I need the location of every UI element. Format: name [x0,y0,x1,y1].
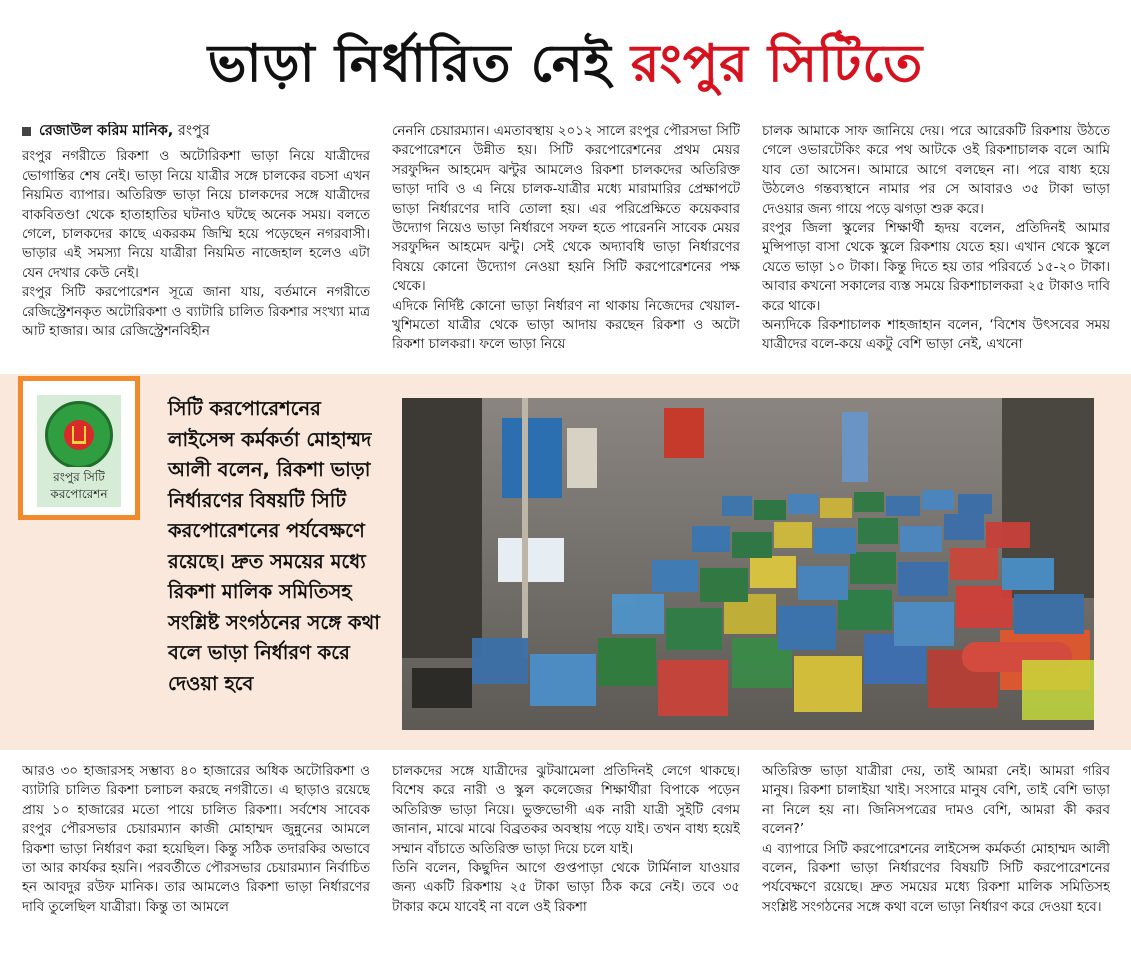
logo-label: রংপুর সিটি করপোরেশন [37,467,121,507]
bullet-square-icon [22,127,31,136]
seal-core [64,420,94,450]
byline-place: রংপুর [173,123,210,139]
traffic-photo [402,398,1094,730]
headline-main: ভাড়া নির্ধারিত নেই [207,34,631,94]
headline-highlight: রংপুর সিটিতে [630,34,924,94]
headline [0,28,1131,100]
byline [22,122,370,141]
column-3-text: চালক আমাকে সাফ জানিয়ে দেয়। পরে আরেকটি রিকশায় উঠতে গেলে ওভারটেকিং করে পথ আটকে ওই রিকশাচালক বলে আমি যাব তো আসেন। আমারে আগে বলছেন না। পরে বাধ্য হয়ে উঠলেও গন্তব্যস্থানে নামার পর সে আবারও ৩৫ টাকা ভাড়া দেওয়ার জন্য গায়ে পড়ে ঝগড়া শুরু করে। রংপুর জিলা স্কুলের শিক্ষার্থী হৃদয় বলেন, প্রতিদিনই আমার মুন্সিপাড়া বাসা থেকে স্কুলে রিকশায় যেতে হয়। এখান থেকে স্কুলে যেতে ভাড়া ১০ টাকা। কিন্তু দিতে হয় তার পরিবর্তে ১৫-২০ টাকা। আবার কখনো সকালের ব্যস্ত সময়ে রিকশাচালকরা ২৫ টাকাও দাবি করে থাকে। অন্যদিকে রিকশাচালক শাহজাহান বলেন, ‘বিশেষ উৎসবের সময় যাত্রীদের বলে-কয়ে একটু বেশি ভাড়া নেই, এখনো [762,124,1110,353]
article-column-5 [392,762,740,948]
byline-author: রেজাউল করিম মানিক, [39,123,174,139]
column-6-text: অতিরিক্ত ভাড়া যাত্রীরা দেয়, তাই আমরা নেই। আমরা গরিব মানুষ। রিকশা চালাইয়া খাই। সংসারে মানুষ বেশি, তাই বেশি ভাড়া না নিলে হয় না। জিনিসপত্রের দামও বেশি, আমরা কী করব বলেন?’ এ ব্যাপারে সিটি করপোরেশনের লাইসেন্স কর্মকর্তা মোহাম্মদ আলী বলেন, রিকশা ভাড়া নির্ধারণের বিষয়টি সিটি করপোরেশনের পর্যবেক্ষণে রয়েছে। দ্রুত সময়ের মধ্যে রিকশা মালিক সমিতিসহ সংশ্লিষ্ট সংগঠনের সঙ্গে কথা বলে ভাড়া নির্ধারণ করে দেওয়া হবে। [762,764,1110,915]
seal-icon [45,401,113,469]
column-5-text: চালকদের সঙ্গে যাত্রীদের ঝুটঝামেলা প্রতিদিনই লেগে থাকছে। বিশেষ করে নারী ও স্কুল কলেজের শিক্ষার্থীরা বিপাকে পড়েন অতিরিক্ত ভাড়া নিয়ে। ভুক্তভোগী এক নারী যাত্রী সুইটি বেগম জানান, মাঝে মাঝে বিব্রতকর অবস্থায় পড়ে যাই। তখন বাধ্য হয়েই সম্মান বাঁচাতে অতিরিক্ত ভাড়া দিয়ে চলে যাই। তিনি বলেন, কিছুদিন আগে গুপ্তপাড়া থেকে টার্মিনাল যাওয়ার জন্য একটি রিকশায় ২৫ টাকা ভাড়া ঠিক করে নেই। তবে ৩৫ টাকার কমে যাবেই না বলে ওই রিকশা [392,764,740,915]
column-2-text: নেননি চেয়ারম্যান। এমতাবস্থায় ২০১২ সালে রংপুর পৌরসভা সিটি করপোরেশনে উন্নীত হয়। সিটি করপোরেশনের প্রথম মেয়র সরফুদ্দিন আহমেদ ঝন্টুর আমলেও রিকশা চালকদের অতিরিক্ত ভাড়া দাবি ও এ নিয়ে চালক-যাত্রীর মধ্যে মারামারির প্রেক্ষাপটে ভাড়া নির্ধারণের দাবি তোলা হয়। এর পরিপ্রেক্ষিতে কয়েকবার উদ্যোগ নিয়েও ভাড়া নির্ধারণে সফল হতে পারেননি সাবেক মেয়র সরফুদ্দিন আহমেদ ঝন্টু। সেই থেকে অদ্যাবধি ভাড়া নির্ধারণের বিষয়ে কোনো উদ্যোগ নেওয়া হয়নি সিটি করপোরেশনের পক্ষ থেকে। এদিকে নির্দিষ্ট কোনো ভাড়া নির্ধারণ না থাকায় নিজেদের খেয়াল-খুশিমতো যাত্রীর থেকে ভাড়া আদায় করছেন রিকশা ও অটো রিকশা চালকরা। ফলে ভাড়া নিয়ে [392,124,740,353]
column-1-text: রংপুর নগরীতে রিকশা ও অটোরিকশা ভাড়া নিয়ে যাত্রীদের ভোগান্তির শেষ নেই। ভাড়া নিয়ে যাত্রীর সঙ্গে চালকের বচসা এখন নিয়মিত ব্যাপার। অতিরিক্ত ভাড়া নিয়ে চালকদের সঙ্গে যাত্রীদের বাকবিতণ্ডা থেকে হাতাহাতির ঘটনাও ঘটছে অনেক সময়। বলতে গেলে, চালকদের কাছে একরকম জিম্মি হয়ে পড়েছেন নগরবাসী। ভাড়ার এই সমস্যা নিয়ে যাত্রীরা নিয়মিত নাজেহাল হলেও এটা যেন দেখার কেউ নেই। রংপুর সিটি করপোরেশন সূত্রে জানা যায়, বর্তমানে নগরীতে রেজিস্ট্রেশনকৃত অটোরিকশা ও ব্যাটারি চালিত রিকশার সংখ্যা মাত্র আট হাজার। আর রেজিস্ট্রেশনবিহীন [22,149,370,340]
rickshaw-traffic-image [402,398,1094,730]
city-corporation-logo [18,376,140,520]
article-column-4 [22,762,370,948]
article-column-3 [762,122,1110,362]
seal-mark-icon [72,426,86,444]
column-4-text: আরও ৩০ হাজারসহ সম্ভাব্য ৪০ হাজারের অধিক অটোরিকশা ও ব্যাটারি চালিত রিকশা চলাচল করছে নগরীতে। এ ছাড়াও রয়েছে প্রায় ১০ হাজারের মতো পায়ে চালিত রিকশা। সর্বশেষ সাবেক রংপুর পৌরসভার চেয়ারম্যান কাজী মোহাম্মদ জুন্নুনের আমলে রিকশা ভাড়া নির্ধারণ করা হয়েছিল। কিন্তু সঠিক তদারকির অভাবে তা আর কার্যকর হয়নি। পরবর্তীতে পৌরসভার চেয়ারম্যান নির্বাচিত হন আবদুর রউফ মানিক। তার আমলেও রিকশা ভাড়া নির্ধারণের দাবি তুলেছিল যাত্রীরা। কিন্তু তা আমলে [22,764,370,915]
article-column-1 [22,122,370,362]
article-column-2 [392,122,740,362]
article-column-6 [762,762,1110,948]
pull-quote: সিটি করপোরেশনের লাইসেন্স কর্মকর্তা মোহাম্মদ আলী বলেন, রিকশা ভাড়া নির্ধারণের বিষয়টি সিটি করপোরেশনের পর্যবেক্ষণে রয়েছে। দ্রুত সময়ের মধ্যে রিকশা মালিক সমিতিসহ সংশ্লিষ্ট সংগঠনের সঙ্গে কথা বলে ভাড়া নির্ধারণ করে দেওয়া হবে [168,397,380,695]
